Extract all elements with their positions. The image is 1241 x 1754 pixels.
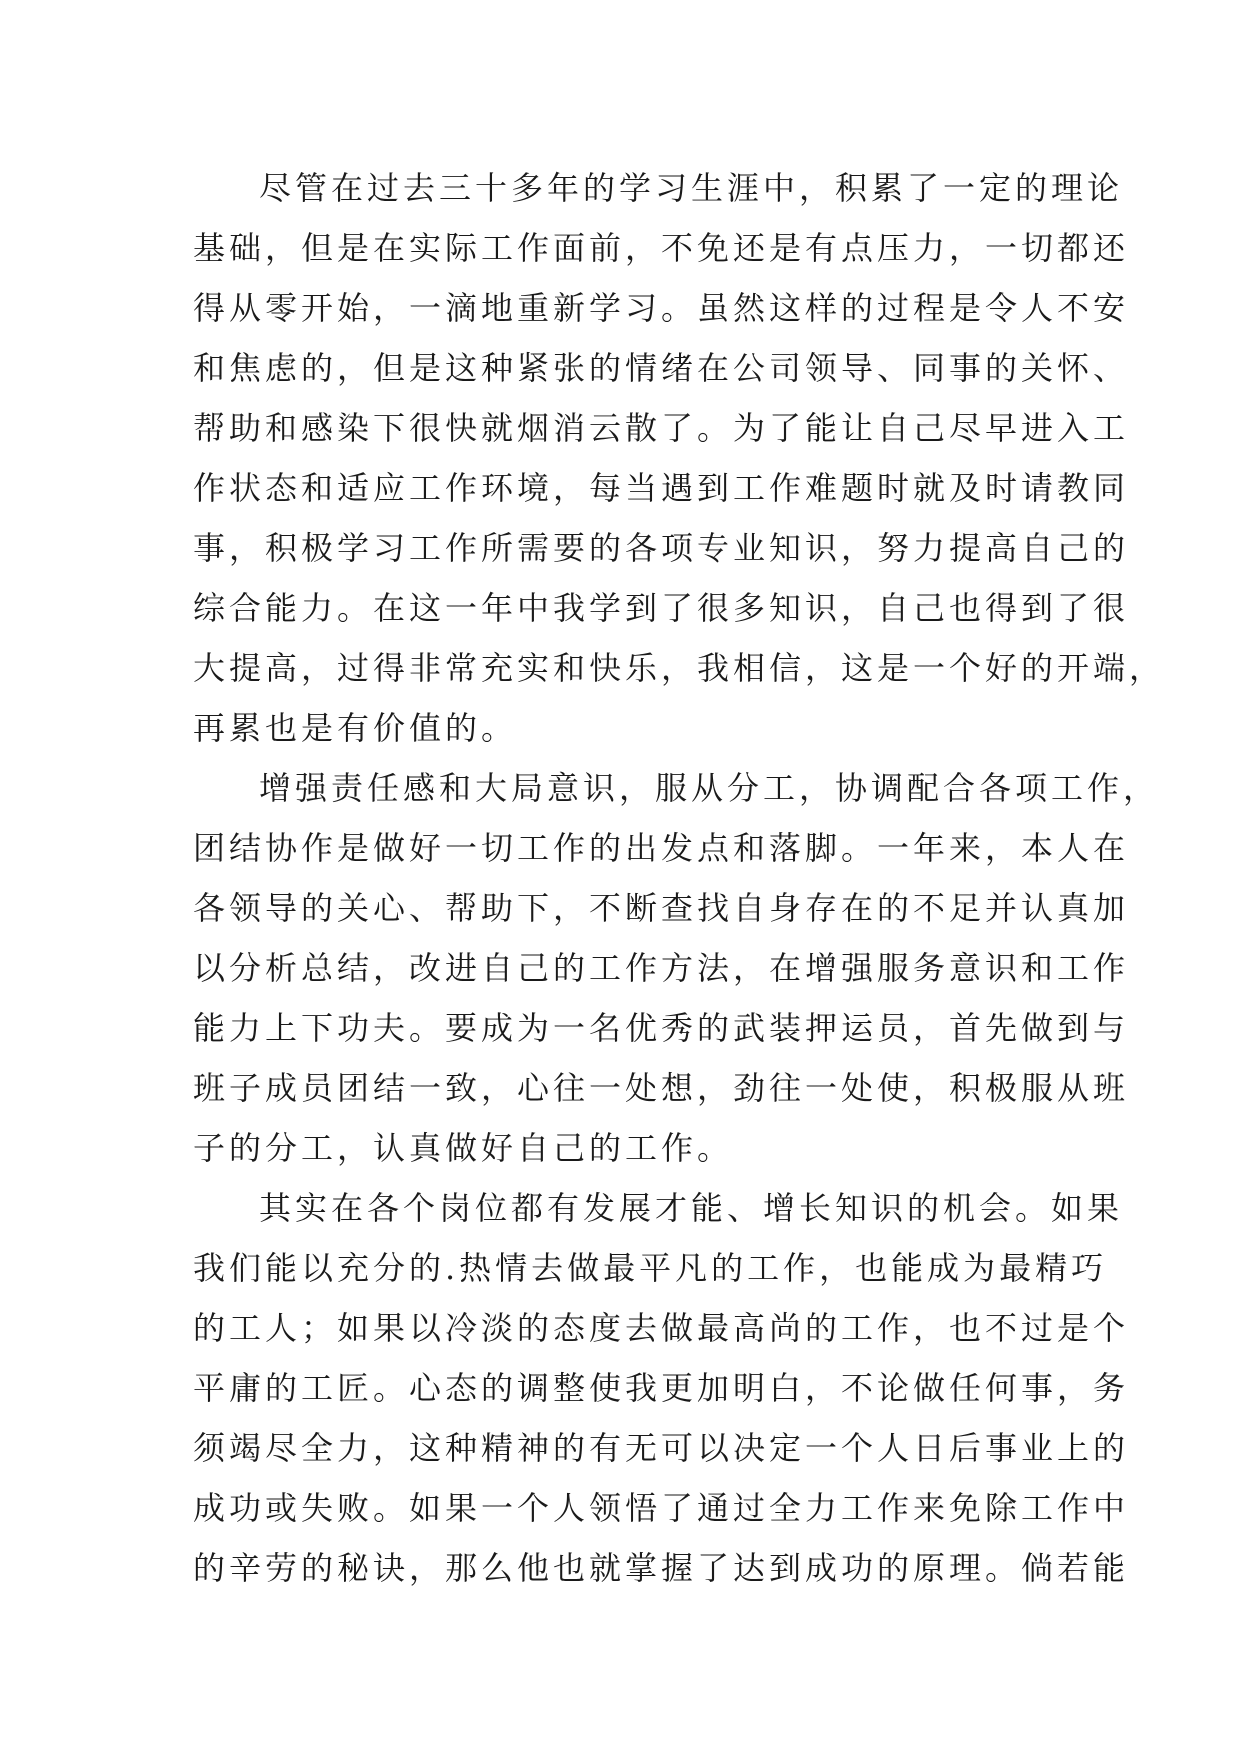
text-line: 作状态和适应工作环境，每当遇到工作难题时就及时请教同 [193, 469, 1130, 507]
text-line: 须竭尽全力，这种精神的有无可以决定一个人日后事业上的 [193, 1429, 1130, 1467]
text-line: 各领导的关心、帮助下，不断查找自身存在的不足并认真加 [193, 889, 1130, 927]
text-line: 帮助和感染下很快就烟消云散了。为了能让自己尽早进入工 [193, 409, 1130, 447]
text-line: 的工人；如果以冷淡的态度去做最高尚的工作，也不过是个 [193, 1309, 1130, 1347]
text-line: 得从零开始，一滴地重新学习。虽然这样的过程是令人不安 [193, 289, 1130, 327]
text-line: 团结协作是做好一切工作的出发点和落脚。一年来，本人在 [193, 829, 1130, 867]
text-line: 和焦虑的，但是这种紧张的情绪在公司领导、同事的关怀、 [193, 349, 1130, 387]
text-line: 子的分工，认真做好自己的工作。 [193, 1129, 734, 1167]
text-line: 事，积极学习工作所需要的各项专业知识，努力提高自己的 [193, 529, 1130, 567]
text-line: 班子成员团结一致，心往一处想，劲往一处使，积极服从班 [193, 1069, 1130, 1107]
text-line: 增强责任感和大局意识，服从分工，协调配合各项工作， [259, 769, 1160, 807]
text-line: 再累也是有价值的。 [193, 709, 518, 747]
text-line: 平庸的工匠。心态的调整使我更加明白，不论做任何事，务 [193, 1369, 1130, 1407]
text-line: 我们能以充分的.热情去做最平凡的工作，也能成为最精巧 [193, 1249, 1108, 1287]
text-line: 的辛劳的秘诀，那么他也就掌握了达到成功的原理。倘若能 [193, 1549, 1130, 1587]
text-line: 其实在各个岗位都有发展才能、增长知识的机会。如果 [259, 1189, 1124, 1227]
text-line: 大提高，过得非常充实和快乐，我相信，这是一个好的开端， [193, 649, 1166, 687]
text-line: 以分析总结，改进自己的工作方法，在增强服务意识和工作 [193, 949, 1130, 987]
text-line: 尽管在过去三十多年的学习生涯中，积累了一定的理论 [259, 169, 1124, 207]
text-line: 基础，但是在实际工作面前，不免还是有点压力，一切都还 [193, 229, 1130, 267]
text-line: 综合能力。在这一年中我学到了很多知识，自己也得到了很 [193, 589, 1130, 627]
text-line: 成功或失败。如果一个人领悟了通过全力工作来免除工作中 [193, 1489, 1130, 1527]
document-body [193, 158, 1166, 1598]
text-line: 能力上下功夫。要成为一名优秀的武装押运员，首先做到与 [193, 1009, 1130, 1047]
